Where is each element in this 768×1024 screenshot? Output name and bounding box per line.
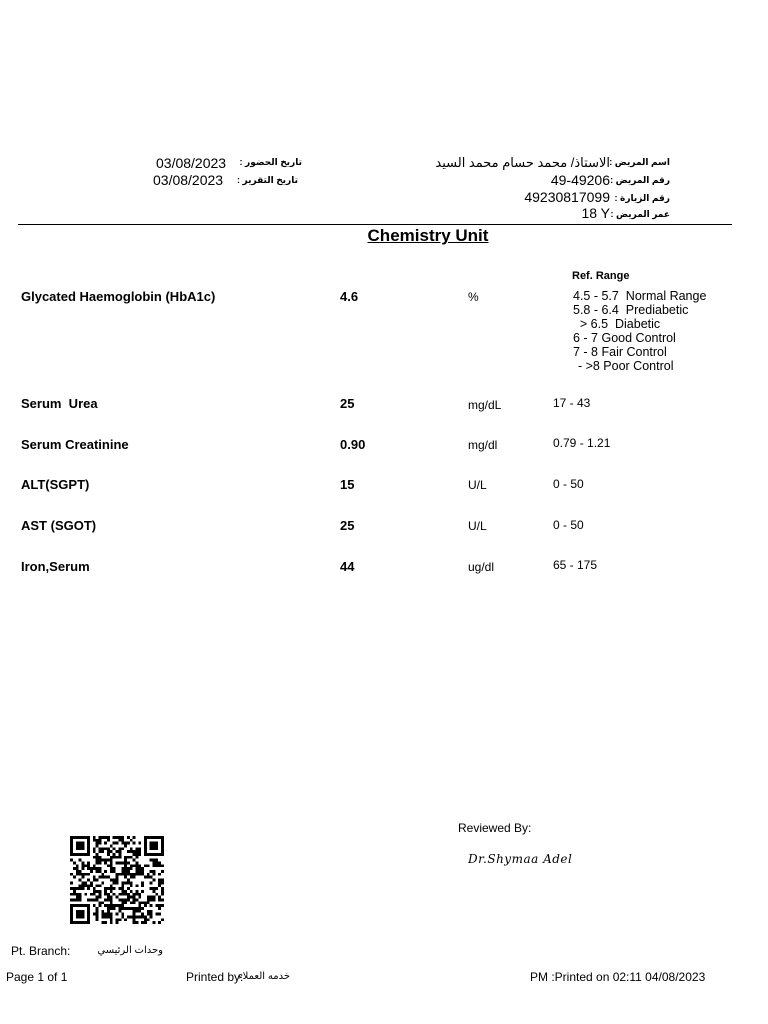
test-name: Serum Creatinine bbox=[21, 437, 129, 452]
ref-range-line: 6 - 7 Good Control bbox=[573, 331, 676, 345]
reviewer-signature: Dr.Shymaa Adel bbox=[468, 852, 573, 866]
test-result: 15 bbox=[340, 477, 355, 492]
reviewed-by-label: Reviewed By: bbox=[458, 821, 532, 835]
test-unit: % bbox=[468, 290, 479, 304]
test-unit: ug/dl bbox=[468, 560, 495, 574]
report-date: 03/08/2023 bbox=[153, 172, 224, 188]
test-result: 25 bbox=[340, 518, 355, 533]
test-ref-range: 0.79 - 1.21 bbox=[553, 436, 611, 450]
patient-name: الاستاذ/ محمد حسام محمد السيد bbox=[435, 155, 610, 170]
test-result: 25 bbox=[340, 396, 355, 411]
ref-range-line: > 6.5 Diabetic bbox=[566, 317, 661, 331]
printed-by-value: خدمه العملاء bbox=[237, 971, 290, 982]
test-unit: U/L bbox=[468, 478, 487, 492]
qr-code-graphic bbox=[70, 836, 164, 924]
test-ref-range: 17 - 43 bbox=[553, 396, 591, 410]
header-divider bbox=[18, 224, 732, 225]
patient-age: 18 Y bbox=[581, 205, 610, 221]
test-unit: mg/dl bbox=[468, 438, 498, 452]
test-result: 0.90 bbox=[340, 437, 366, 452]
branch-label: Pt. Branch: bbox=[11, 944, 71, 958]
ref-range-line: 7 - 8 Fair Control bbox=[573, 345, 667, 359]
printed-on: PM :Printed on 02:11 04/08/2023 bbox=[530, 970, 706, 984]
page-number: Page 1 of 1 bbox=[6, 970, 68, 984]
test-unit: mg/dL bbox=[468, 398, 502, 412]
patient-number-label: رقم المريض : bbox=[610, 175, 670, 185]
qr-code-icon bbox=[70, 836, 164, 924]
test-name: Serum Urea bbox=[21, 396, 98, 411]
printed-by-label: Printed by: bbox=[186, 970, 244, 984]
report-title: Chemistry Unit bbox=[367, 226, 489, 245]
patient-number: 49-49206 bbox=[550, 172, 610, 188]
test-result: 4.6 bbox=[340, 289, 359, 304]
test-result: 44 bbox=[340, 559, 355, 574]
branch-value: وحدات الرئيسي bbox=[97, 945, 163, 956]
test-name: ALT(SGPT) bbox=[21, 477, 90, 492]
attendance-date-label: تاريخ الحضور : bbox=[239, 157, 302, 167]
report-date-label: تاريخ التقرير : bbox=[237, 175, 298, 185]
test-ref-range: 65 - 175 bbox=[553, 558, 598, 572]
visit-number-label: رقم الزيارة : bbox=[614, 193, 670, 203]
visit-number: 49230817099 bbox=[524, 189, 610, 205]
ref-range-line: 4.5 - 5.7 Normal Range bbox=[573, 289, 707, 303]
attendance-date: 03/08/2023 bbox=[156, 155, 227, 171]
ref-range-line: - >8 Poor Control bbox=[571, 359, 674, 373]
test-ref-range: 0 - 50 bbox=[553, 518, 584, 532]
test-unit: U/L bbox=[468, 519, 487, 533]
patient-name-label: اسم المريض : bbox=[609, 157, 670, 167]
ref-range-heading: Ref. Range bbox=[572, 270, 630, 282]
test-name: AST (SGOT) bbox=[21, 518, 97, 533]
test-name: Glycated Haemoglobin (HbA1c) bbox=[21, 289, 216, 304]
patient-age-label: عمر المريض : bbox=[610, 209, 670, 219]
test-ref-range: 0 - 50 bbox=[553, 477, 584, 491]
ref-range-line: 5.8 - 6.4 Prediabetic bbox=[573, 303, 689, 317]
test-name: Iron,Serum bbox=[21, 559, 90, 574]
